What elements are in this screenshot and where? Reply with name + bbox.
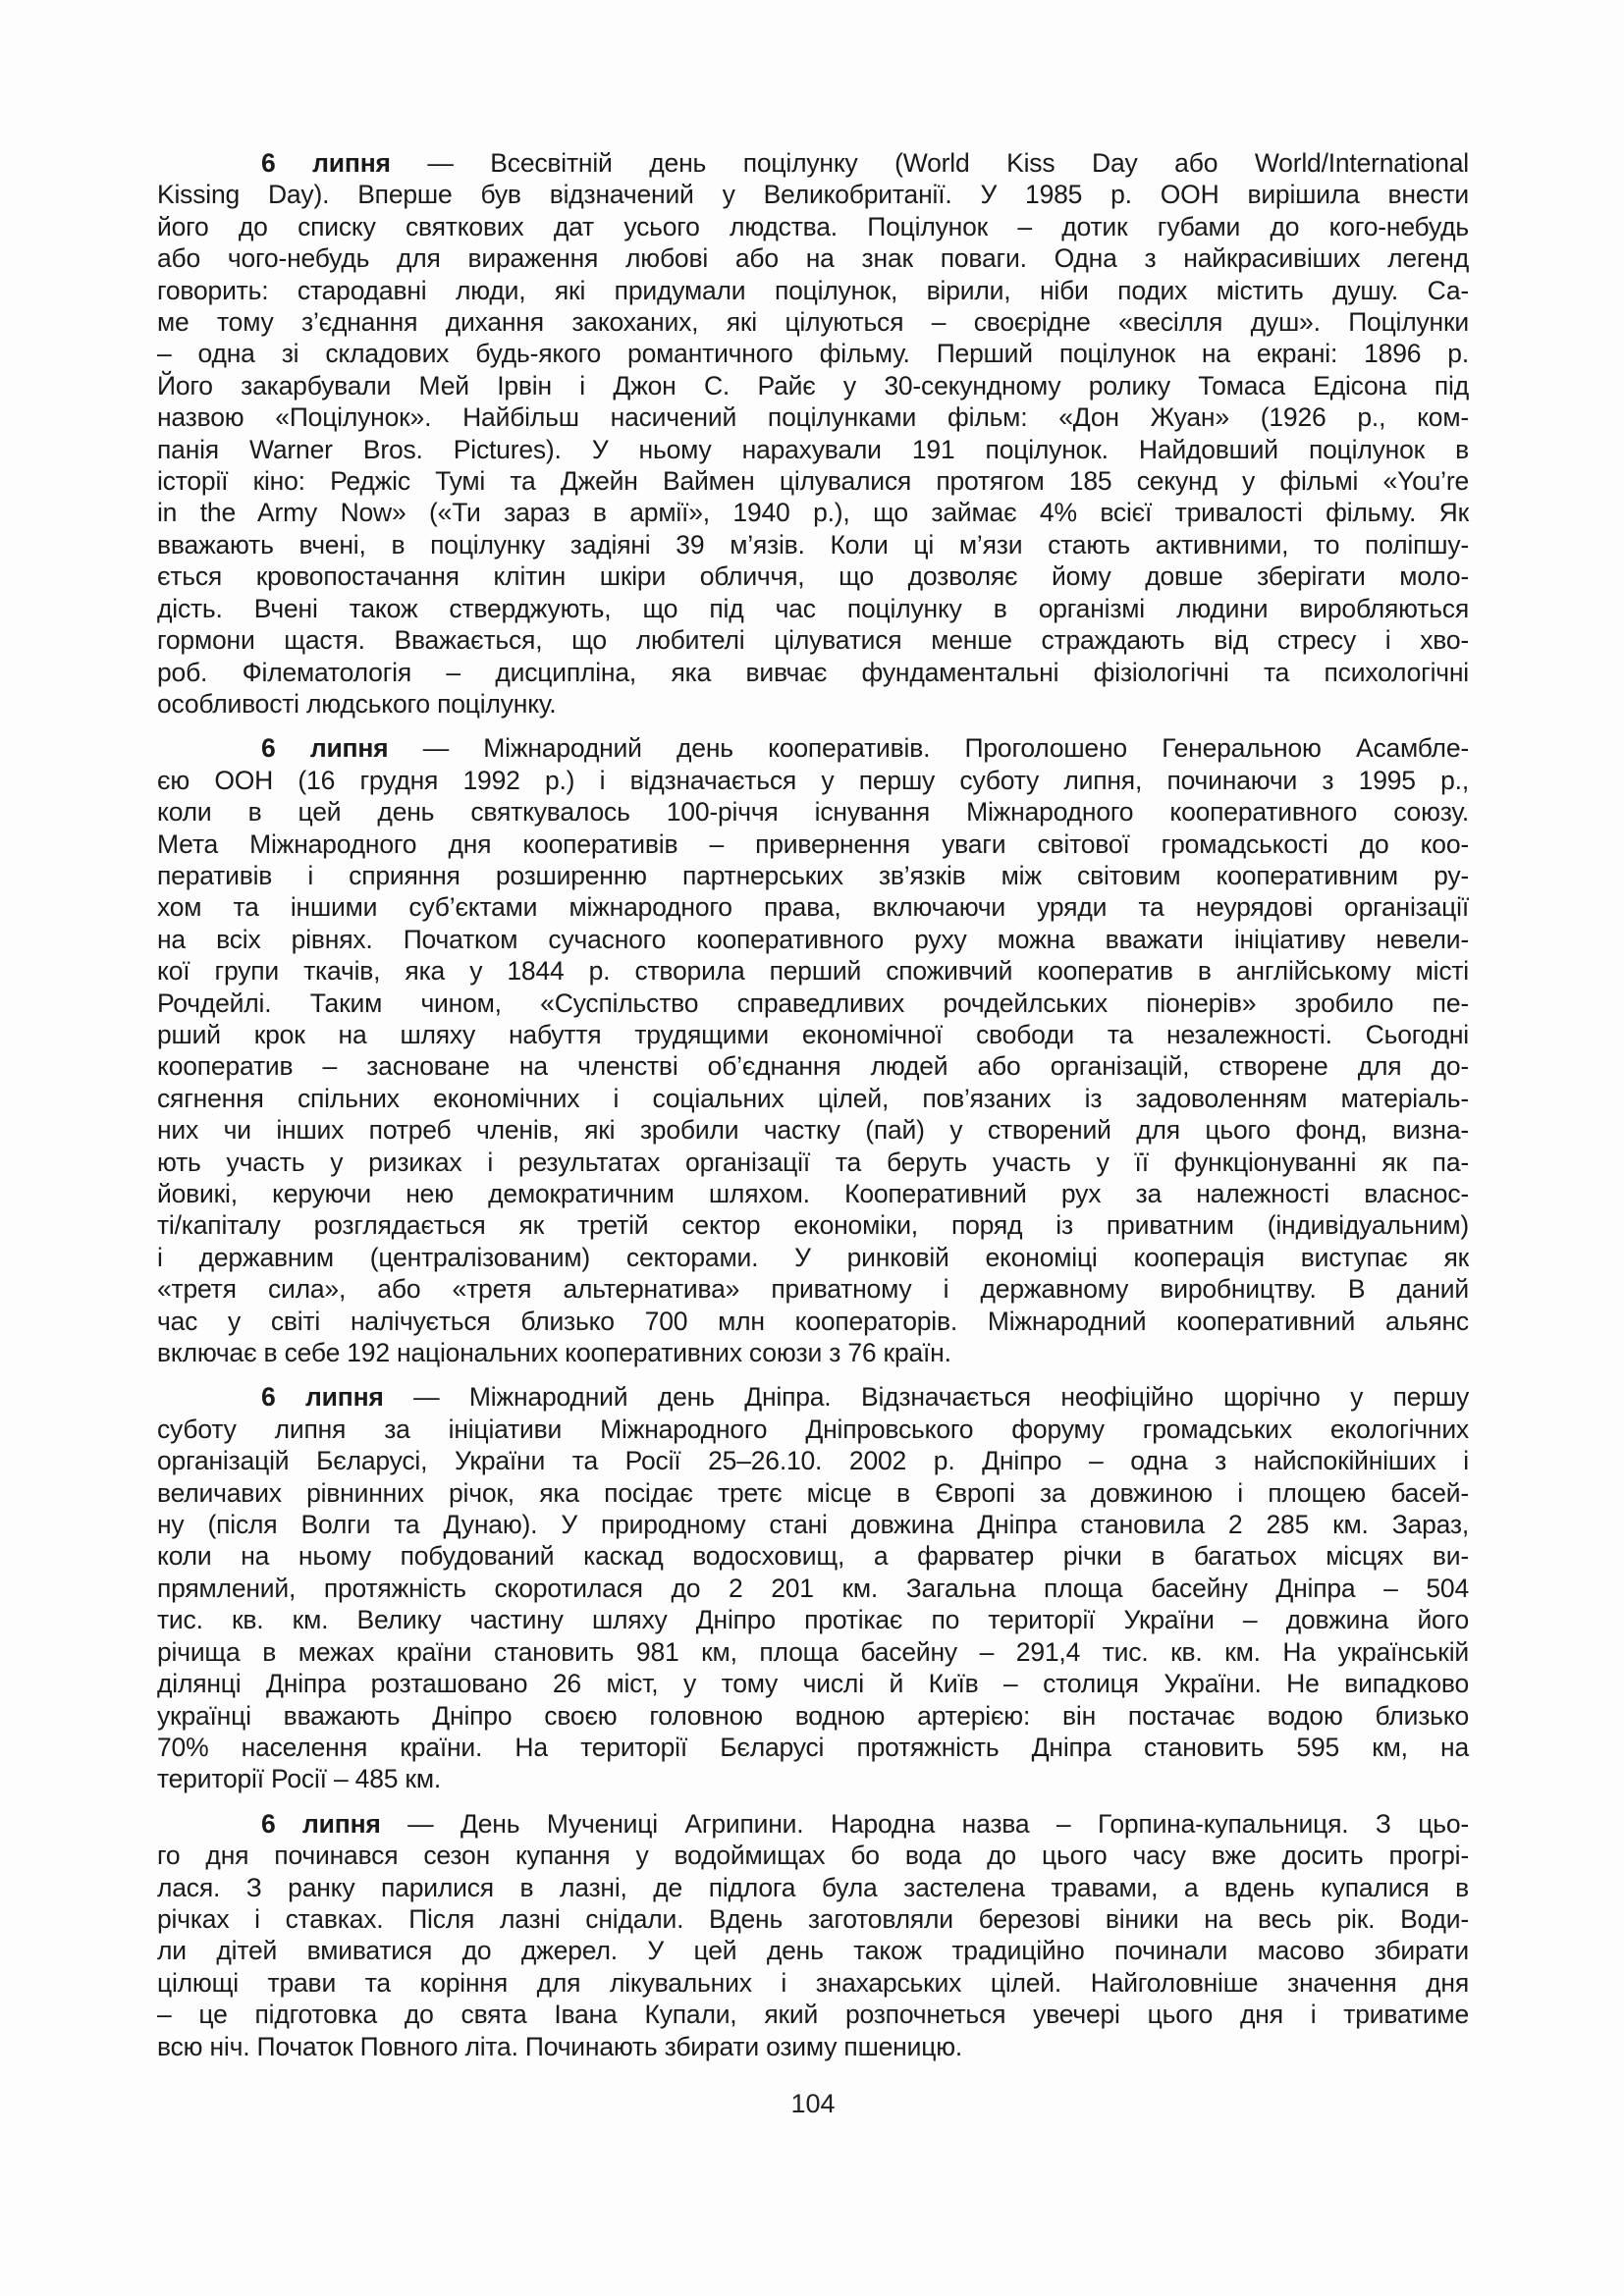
text-line: го дня починався сезон купання у водоймищах бо вода до цього часу вже досить прогрі-	[157, 1841, 1469, 1871]
text-line	[157, 147, 1469, 179]
first-line-text: — Міжнародний день Дніпра. Відзначається неофіційно щорічно у першу	[383, 1382, 1469, 1413]
text-line: на всіх рівнях. Початком сучасного кооперативного руху можна вважати ініціативу невели-	[157, 924, 1469, 954]
text-line: ме тому з’єднання дихання закоханих, які цілуються – своєрідне «весілля душ». Поцілунки	[157, 307, 1469, 338]
text-line: українці вважають Дніпро своєю головною водною артерією: він постачає водою близько	[157, 1700, 1469, 1731]
text-line	[157, 1381, 1469, 1413]
text-line	[157, 732, 1469, 764]
paragraph-kiss-day	[157, 147, 1469, 720]
text-line: величавих рівнинних річок, яка посідає третє місце в Європі за довжиною і площею басей-	[157, 1477, 1469, 1508]
text-line: роб. Філематологія – дисципліна, яка вивчає фундаментальні фізіологічні та психологічні	[157, 657, 1469, 687]
paragraph-body	[157, 1414, 1469, 1763]
text-line: річища в межах країни становить 981 км, площа басейну – 291,4 тис. кв. км. На українській	[157, 1636, 1469, 1667]
text-line: або чого-небудь для вираження любові або на знак поваги. Одна з найкрасивіших легенд	[157, 243, 1469, 274]
text-line: коли в цей день святкувалось 100-річчя існування Міжнародного кооперативного союзу.	[157, 797, 1469, 828]
text-line: ється кровопостачання клітин шкіри обличчя, що дозволяє йому довше зберігати моло-	[157, 561, 1469, 592]
text-line: – одна зі складових будь-якого романтичного фільму. Перший поцілунок на екрані: 1896 р.	[157, 339, 1469, 369]
paragraph-cooperatives-day	[157, 732, 1469, 1368]
text-line: і державним (централізованим) секторами. У ринковій економіці кооперація виступає як	[157, 1242, 1469, 1272]
text-line: цілющі трави та коріння для лікувальних і знахарських цілей. Найголовніше значення дня	[157, 1967, 1469, 1998]
text-line: перативів і сприяння розширенню партнерських зв’язків між світовим кооперативним ру-	[157, 860, 1469, 890]
paragraph-dnipro-day	[157, 1381, 1469, 1794]
date-heading: 6 липня	[261, 733, 389, 764]
text-line: Рочдейлі. Таким чином, «Суспільство справедливих рочдейлських піонерів» зробило пе-	[157, 988, 1469, 1018]
document-page	[157, 147, 1469, 2119]
text-line: лася. З ранку парилися в лазні, де підлога була застелена травами, а вдень купалися в	[157, 1872, 1469, 1902]
text-line: in the Army Now» («Ти зараз в армії», 1940 р.), що займає 4% всієї тривалості фільму. Як	[157, 498, 1469, 528]
text-line: хом та іншими суб’єктами міжнародного права, включаючи уряди та неурядові організації	[157, 892, 1469, 923]
text-line: гормони щастя. Вважається, що любителі цілуватися менше страждають від стресу і хво-	[157, 625, 1469, 656]
text-line: прямлений, протяжність скоротилася до 2 201 км. Загальна площа басейну Дніпра – 504	[157, 1573, 1469, 1603]
page-number: 104	[790, 2088, 836, 2118]
text-line: коли на ньому побудований каскад водосховищ, а фарватер річки в багатьох місцях ви-	[157, 1541, 1469, 1572]
first-line-text: — Всесвітній день поцілунку (World Kiss Day або World/International	[390, 148, 1469, 178]
date-heading: 6 липня	[261, 1382, 384, 1413]
text-line: території Росії – 485 км.	[157, 1764, 442, 1794]
first-line-text: — Міжнародний день кооперативів. Проголошено Генеральною Асамбле-	[388, 733, 1469, 764]
text-line: них чи інших потреб членів, які зробили частку (пай) у створений для цього фонд, визна-	[157, 1115, 1469, 1146]
text-line: Його закарбували Мей Ірвін і Джон С. Райє у 30-секундному ролику Томаса Едісона під	[157, 370, 1469, 400]
date-heading: 6 липня	[261, 148, 391, 178]
text-line: вважають вчені, в поцілунку задіяні 39 м’язів. Коли ці м’язи стають активними, то поліпшу-	[157, 529, 1469, 560]
text-line: кої групи ткачів, яка у 1844 р. створила перший споживчий кооператив в англійському місті	[157, 956, 1469, 987]
text-line: тис. кв. км. Велику частину шляху Дніпро протікає по території України – довжина його	[157, 1605, 1469, 1635]
text-line: панія Warner Bros. Pictures). У ньому нарахували 191 поцілунок. Найдовший поцілунок в	[157, 434, 1469, 464]
text-line: говорить: стародавні люди, які придумали поцілунок, вірили, ніби подих містить душу. Са-	[157, 275, 1469, 305]
text-line: йовикі, керуючи нею демократичним шляхом. Кооперативний рух за належності власнос-	[157, 1179, 1469, 1208]
text-line: – це підготовка до свята Івана Купали, який розпочнеться увечері цього дня і триватиме	[157, 2000, 1469, 2030]
text-line: єю ООН (16 грудня 1992 р.) і відзначається у першу суботу липня, починаючи з 1995 р.,	[157, 765, 1469, 795]
text-line: особливості людського поцілунку.	[157, 688, 557, 719]
text-line: 70% населення країни. На території Бєларусі протяжність Дніпра становить 595 км, на	[157, 1732, 1469, 1762]
text-line: кооператив – засноване на членстві об’єднання людей або організацій, створене для до-	[157, 1051, 1469, 1082]
text-line: Kissing Day). Вперше був відзначений у Великобританії. У 1985 р. ООН вирішила внести	[157, 180, 1469, 210]
text-line: ли дітей вмиватися до джерел. У цей день також традиційно починали масово збирати	[157, 1936, 1469, 1966]
text-line: дість. Вчені також стверджують, що під час поцілунку в організмі людини виробляються	[157, 593, 1469, 623]
text-line: ділянці Дніпра розташовано 26 міст, у тому числі й Київ – столиця України. Не випадково	[157, 1669, 1469, 1699]
text-line: річках і ставках. Після лазні снідали. Вдень заготовляли березові віники на весь рік. Води-	[157, 1903, 1469, 1934]
text-line: Мета Міжнародного дня кооперативів – привернення уваги світової громадськості до коо-	[157, 828, 1469, 859]
text-line	[157, 1808, 1469, 1840]
first-line-text: — День Мучениці Агрипини. Народна назва – Горпина-купальниця. З цьо-	[380, 1808, 1469, 1839]
text-line: «третя сила», або «третя альтернатива» приватному і державному виробництву. В даний	[157, 1274, 1469, 1305]
text-line: час у світі налічується близько 700 млн кооператорів. Міжнародний кооперативний альянс	[157, 1306, 1469, 1336]
text-line: ють участь у ризиках і результатах організації та беруть участь у її функціонуванні як па-	[157, 1147, 1469, 1177]
text-line: всю ніч. Початок Повного літа. Починають збирати озиму пшеницю.	[157, 2031, 963, 2061]
text-line: історії кіно: Реджіс Тумі та Джейн Ваймен цілувалися протягом 185 секунд у фільмі «You’re	[157, 466, 1469, 497]
text-line: ну (після Волги та Дунаю). У природному стані довжина Дніпра становила 2 285 км. Зараз,	[157, 1510, 1469, 1540]
paragraph-body	[157, 179, 1469, 688]
text-line: суботу липня за ініціативи Міжнародного Дніпровського форуму громадських екологічних	[157, 1414, 1469, 1444]
text-line: сягнення спільних економічних і соціальних цілей, пов’язаних із задоволенням матеріаль-	[157, 1083, 1469, 1113]
date-heading: 6 липня	[261, 1808, 381, 1839]
text-line: його до списку святкових дат усього людства. Поцілунок – дотик губами до кого-небудь	[157, 211, 1469, 241]
paragraph-body	[157, 765, 1469, 1337]
text-line: організацій Бєларусі, України та Росії 25–26.10. 2002 р. Дніпро – одна з найспокійніших і	[157, 1446, 1469, 1476]
paragraph-body	[157, 1840, 1469, 2030]
paragraph-agrippina-day	[157, 1808, 1469, 2062]
text-line: рший крок на шляху набуття трудящими економічної свободи та незалежності. Сьогодні	[157, 1019, 1469, 1049]
text-line: назвою «Поцілунок». Найбільш насичений поцілунками фільм: «Дон Жуан» (1926 р., ком-	[157, 402, 1469, 433]
text-line: ті/капіталу розглядається як третій сектор економіки, поряд із приватним (індивідуальним)	[157, 1210, 1469, 1241]
text-line: включає в себе 192 національних кооперативних союзи з 76 країн.	[157, 1338, 951, 1368]
